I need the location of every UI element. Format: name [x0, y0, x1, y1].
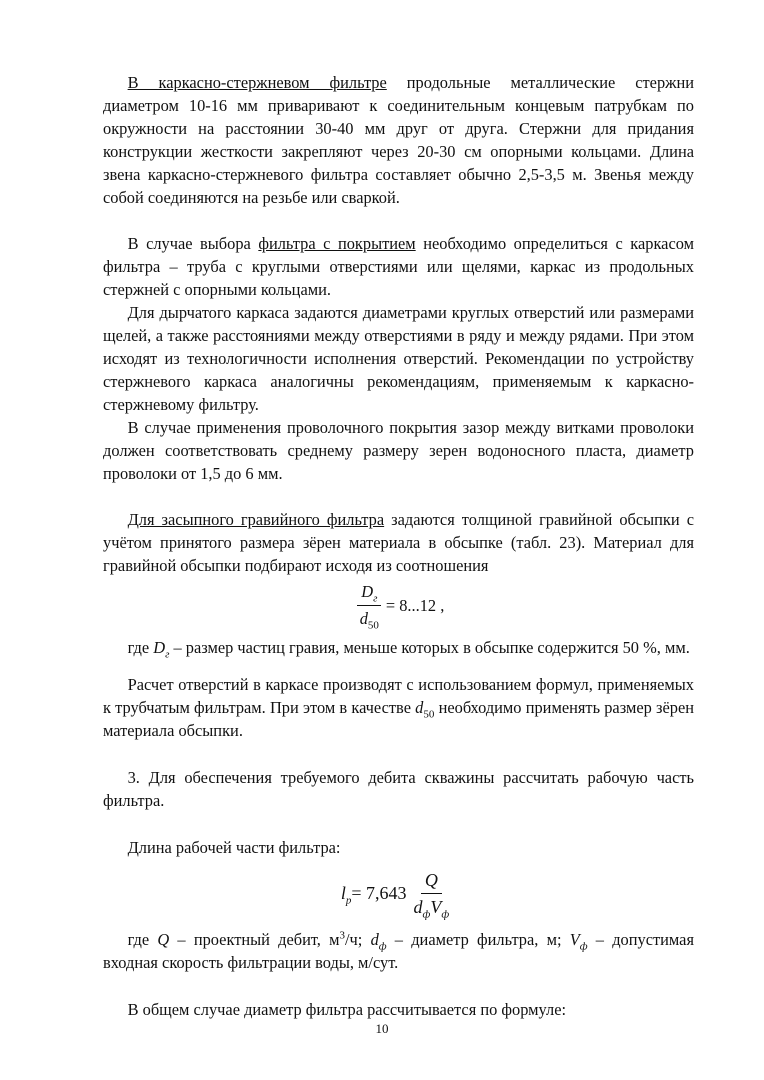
fraction-numerator: $D_г$: [357, 581, 381, 606]
page-content: [103, 71, 694, 1021]
formula-coefficient: = 7,643: [351, 883, 407, 903]
paragraph-text: В случае выбора: [127, 234, 259, 253]
paragraph-perforated-frame: Для дырчатого каркаса задаются диаметрами круглых отверстий или размерами щелей, а также расстояниями между отверстиями в ряду и между рядами. При этом исходят из технологичности исполнения отверстий. Рекомендации по устройству стержневого каркаса аналогичны рекомендациям, применяемым к каркасно-стержневому фильтру.: [103, 303, 694, 414]
paragraph-coated-filter: [103, 232, 694, 301]
formula-lhs: $l_р$: [340, 883, 352, 907]
paragraph-working-length: Длина рабочей части фильтра:: [127, 838, 341, 857]
paragraph-wire-coating: В случае применения проволочного покрытия зазор между витками проволоки должен соответствовать среднему размеру зерен водоносного пласта, диаметр проволоки от 1,5 до 6 мм.: [103, 418, 694, 483]
formula-working-length: [103, 869, 694, 921]
underlined-term: Для засыпного гравийного фильтра: [127, 510, 385, 529]
formula-fraction: [356, 581, 383, 630]
paragraph-text: необходимо определиться с каркасом фильтра – труба с круглыми отверстиями или щелями, каркас из продольных стержней с опорными кольцами.: [103, 234, 694, 299]
fraction-denominator: $d_{50}$: [359, 609, 379, 632]
fraction-numerator: Q: [421, 869, 442, 894]
paragraph-text: задаются толщиной гравийной обсыпки с учётом принятого размера зёрен материала в обсыпке (табл. 23). Материал для гравийной обсыпки подбирают исходя из соотношения: [103, 510, 694, 575]
paragraph-frame-rod-filter: [103, 71, 694, 209]
paragraph-filter-diameter: В общем случае диаметр фильтра рассчитывается по формуле:: [127, 1000, 567, 1019]
symbol: $D_г$: [153, 638, 170, 661]
paragraph-holes-calculation: Расчет отверстий в каркасе производят с использованием формул, применяемых к трубчатым фильтрам. При этом в качестве $d_{50}$ необходимо применять размер зёрен материала обсыпки.: [103, 675, 694, 740]
paragraph-text: продольные металлические стержни диаметром 10-16 мм приваривают к соединительным концевым патрубкам по окружности на расстоянии 30-40 мм друг от друга. Стержни для придания конструкции жесткости закрепляют через 20-30 см опорными кольцами. Длина звена каркасно-стержневого фильтра составляет обычно 2,5-3,5 м. Звенья между собой соединяются на резьбе или сваркой.: [103, 73, 695, 207]
formula-rhs: = 8...12 ,: [385, 596, 445, 615]
paragraph-variables: где Q – проектный дебит, $м^3/ч$; $d_ф$ – диаметр фильтра, м; $V_ф$ – допустимая входная скорость фильтрации воды, м/сут.: [103, 929, 694, 972]
underlined-term: фильтра с покрытием: [258, 234, 416, 253]
fraction-denominator: $d_фV_ф$: [413, 897, 450, 921]
paragraph-gravel-filter: [103, 508, 694, 577]
page-number: 10: [375, 1021, 389, 1036]
formula-fraction: [410, 869, 454, 921]
paragraph-step-3: 3. Для обеспечения требуемого дебита скважины рассчитать рабочую часть фильтра.: [103, 768, 694, 810]
formula-gravel-ratio: [103, 581, 694, 630]
paragraph-dg-definition: где $D_г$ – размер частиц гравия, меньше которых в обсыпке содержится 50 %, мм.: [127, 638, 690, 661]
underlined-term: В каркасно-стержневом фильтре: [127, 73, 387, 92]
symbol: $d_{50}$: [415, 698, 435, 721]
